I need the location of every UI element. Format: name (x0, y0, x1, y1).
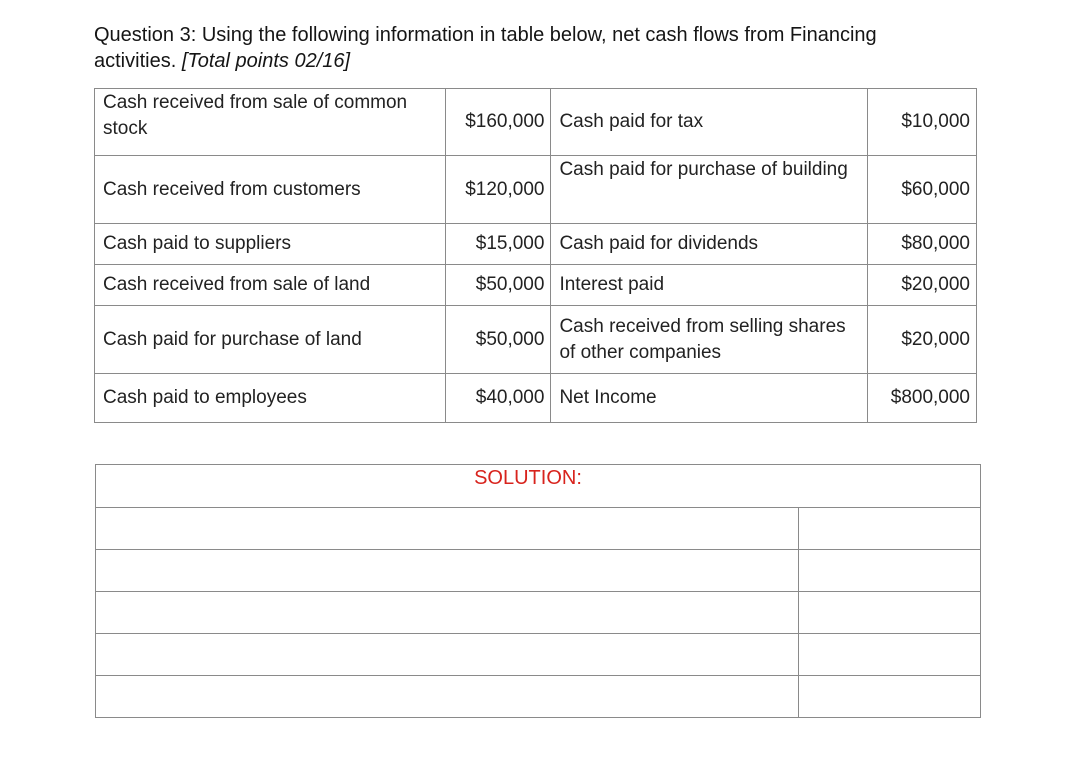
question-line-2 (94, 48, 994, 74)
solution-entry-cell[interactable] (96, 550, 799, 592)
row-label-right: Net Income (551, 374, 868, 423)
solution-amount-cell[interactable] (799, 592, 981, 634)
table-row (96, 592, 981, 634)
row-amount-right: $10,000 (868, 89, 977, 156)
row-amount-left: $120,000 (445, 156, 551, 224)
question-text (94, 22, 994, 74)
solution-amount-cell[interactable] (799, 508, 981, 550)
table-row (96, 676, 981, 718)
row-amount-left: $160,000 (445, 89, 551, 156)
table-row (95, 374, 977, 423)
table-row (95, 89, 977, 156)
row-label-right: Cash paid for tax (551, 89, 868, 156)
table-row (95, 224, 977, 265)
row-label-right: Interest paid (551, 265, 868, 306)
row-label-left: Cash received from sale of land (95, 265, 446, 306)
solution-entry-cell[interactable] (96, 676, 799, 718)
solution-entry-cell[interactable] (96, 592, 799, 634)
row-label-right: Cash paid for purchase of building (551, 156, 868, 224)
row-label-left: Cash paid to employees (95, 374, 446, 423)
solution-table (95, 464, 981, 718)
row-amount-left: $40,000 (445, 374, 551, 423)
table-row (96, 550, 981, 592)
cash-flow-info-table (94, 88, 977, 423)
row-amount-right: $20,000 (868, 265, 977, 306)
question-line-1: Question 3: Using the following information in table below, net cash flows from Financing (94, 24, 877, 46)
solution-amount-cell[interactable] (799, 550, 981, 592)
row-amount-right: $80,000 (868, 224, 977, 265)
table-row (96, 634, 981, 676)
total-points: [Total points 02/16] (181, 50, 351, 72)
solution-amount-cell[interactable] (799, 634, 981, 676)
row-amount-right: $800,000 (868, 374, 977, 423)
solution-header-row (96, 465, 981, 508)
row-amount-left: $50,000 (445, 306, 551, 374)
solution-amount-cell[interactable] (799, 676, 981, 718)
row-label-left: Cash received from sale of common stock (95, 89, 446, 156)
table-row (96, 508, 981, 550)
solution-header-cell (96, 465, 981, 508)
row-amount-left: $50,000 (445, 265, 551, 306)
row-label-left: Cash received from customers (95, 156, 446, 224)
question-line-2-prefix: activities. (94, 50, 182, 72)
row-label-right: Cash paid for dividends (551, 224, 868, 265)
row-amount-right: $20,000 (868, 306, 977, 374)
row-amount-right: $60,000 (868, 156, 977, 224)
row-amount-left: $15,000 (445, 224, 551, 265)
row-label-left: Cash paid to suppliers (95, 224, 446, 265)
table-row (95, 156, 977, 224)
solution-entry-cell[interactable] (96, 508, 799, 550)
table-row (95, 265, 977, 306)
row-label-right: Cash received from selling shares of other companies (551, 306, 868, 374)
solution-entry-cell[interactable] (96, 634, 799, 676)
solution-title: SOLUTION: (474, 467, 582, 489)
row-label-left: Cash paid for purchase of land (95, 306, 446, 374)
table-row (95, 306, 977, 374)
